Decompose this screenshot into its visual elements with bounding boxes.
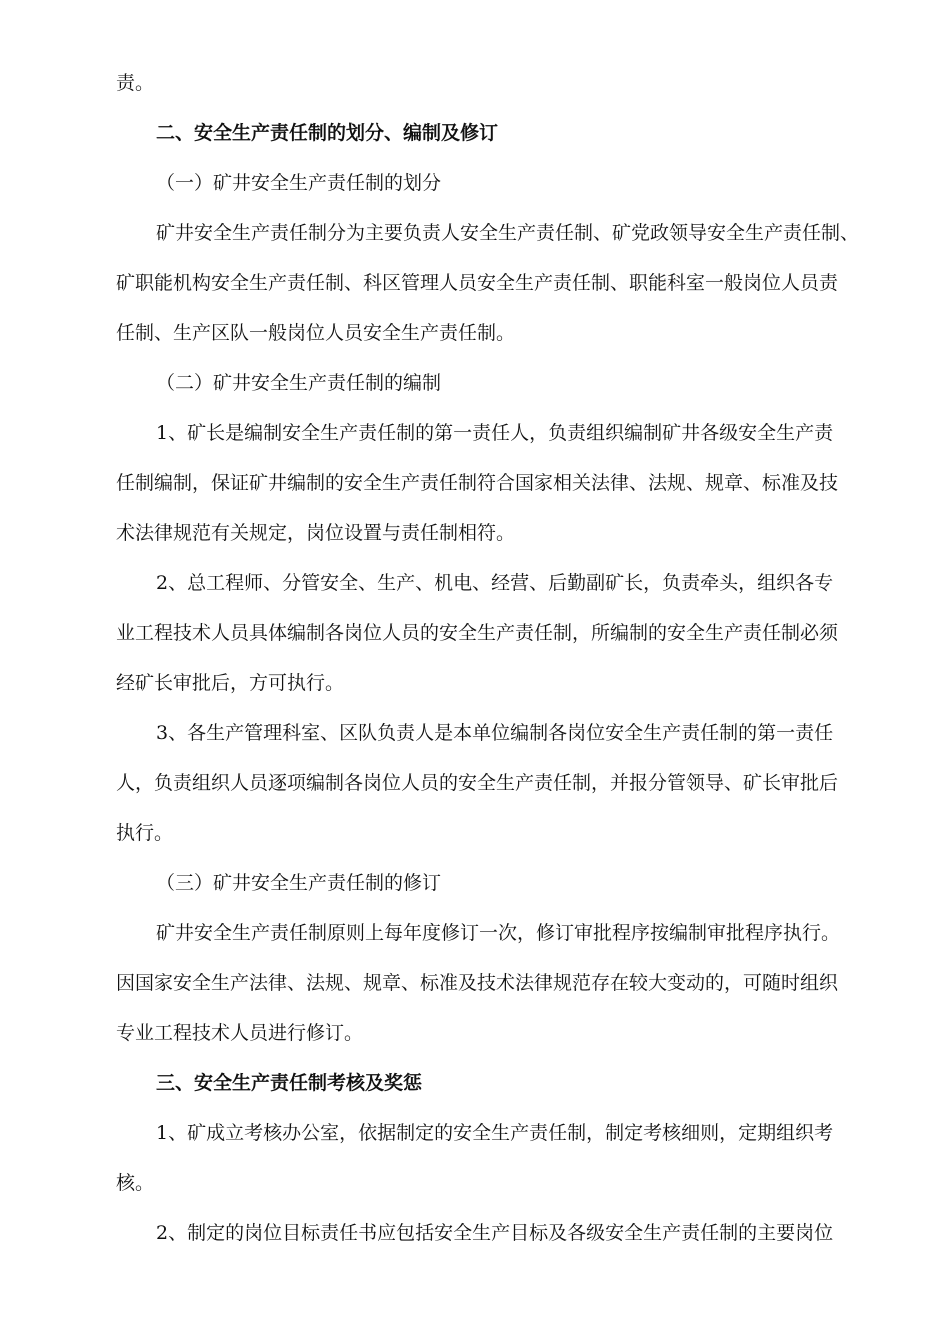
paragraph-line: 3、各生产管理科室、区队负责人是本单位编制各岗位安全生产责任制的第一责任: [156, 722, 834, 744]
paragraph-line: 经矿长审批后，方可执行。: [116, 672, 345, 694]
paragraph-line: 1、矿成立考核办公室，依据制定的安全生产责任制，制定考核细则，定期组织考: [156, 1122, 834, 1144]
paragraph-line: 专业工程技术人员进行修订。: [116, 1022, 364, 1044]
subsection-heading-3: （三）矿井安全生产责任制的修订: [156, 872, 442, 894]
paragraph-line: 2、制定的岗位目标责任书应包括安全生产目标及各级安全生产责任制的主要岗位: [156, 1222, 834, 1244]
text-line-continuation: 责。: [116, 72, 155, 94]
paragraph-line: 任制、生产区队一般岗位人员安全生产责任制。: [116, 322, 516, 344]
paragraph-line: 任制编制，保证矿井编制的安全生产责任制符合国家相关法律、法规、规章、标准及技: [116, 472, 839, 494]
paragraph-line: 矿井安全生产责任制分为主要负责人安全生产责任制、矿党政领导安全生产责任制、: [156, 222, 860, 244]
paragraph-line: 因国家安全生产法律、法规、规章、标准及技术法律规范存在较大变动的，可随时组织: [116, 972, 839, 994]
paragraph-line: 2、总工程师、分管安全、生产、机电、经营、后勤副矿长，负责牵头，组织各专: [156, 572, 834, 594]
paragraph-line: 人，负责组织人员逐项编制各岗位人员的安全生产责任制，并报分管领导、矿长审批后: [116, 772, 839, 794]
paragraph-line: 1、矿长是编制安全生产责任制的第一责任人，负责组织编制矿井各级安全生产责: [156, 422, 834, 444]
subsection-heading-1: （一）矿井安全生产责任制的划分: [156, 172, 442, 194]
paragraph-line: 业工程技术人员具体编制各岗位人员的安全生产责任制，所编制的安全生产责任制必须: [116, 622, 839, 644]
paragraph-line: 执行。: [116, 822, 174, 844]
paragraph-line: 术法律规范有关规定，岗位设置与责任制相符。: [116, 522, 516, 544]
section-heading-2: 二、安全生产责任制的划分、编制及修订: [156, 122, 499, 144]
paragraph-line: 核。: [116, 1172, 155, 1194]
section-heading-3: 三、安全生产责任制考核及奖惩: [156, 1072, 423, 1094]
paragraph-line: 矿井安全生产责任制原则上每年度修订一次，修订审批程序按编制审批程序执行。: [156, 922, 841, 944]
subsection-heading-2: （二）矿井安全生产责任制的编制: [156, 372, 442, 394]
paragraph-line: 矿职能机构安全生产责任制、科区管理人员安全生产责任制、职能科室一般岗位人员责: [116, 272, 839, 294]
